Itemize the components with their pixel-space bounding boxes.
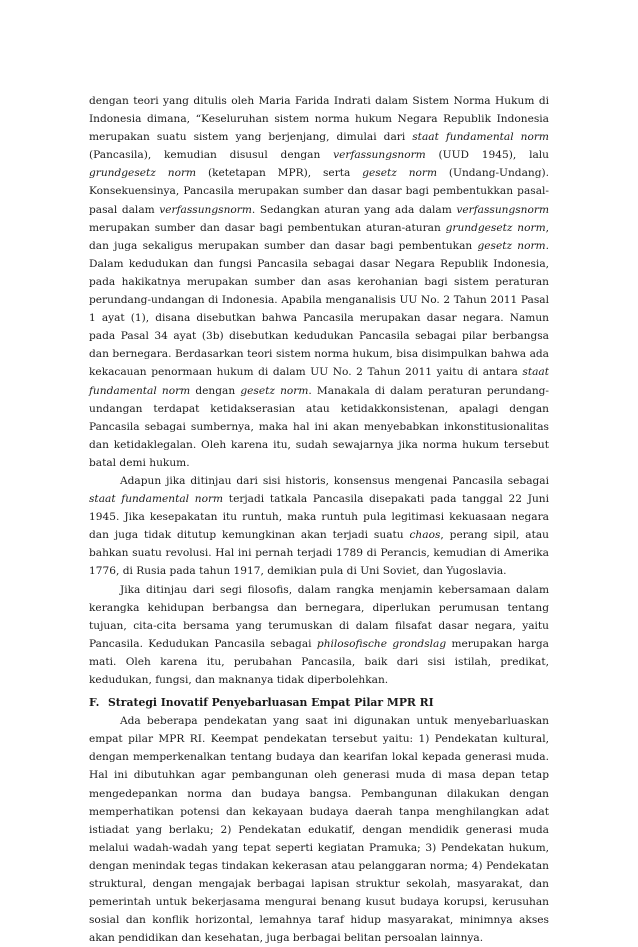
text-run: Ada beberapa pendekatan yang saat ini digunakan untuk menyebarluaskan empat pilar MPR RI. Keempat pendekatan tersebut yaitu: 1) Pendekatan kultural, dengan memperkenalkan tentang budaya dan kearifan lokal kepada generasi muda. Hal ini dibutuhkan agar pembangunan oleh generasi muda di masa depan tetap mengedepankan norma dan budaya bangsa. Pembangunan dilakukan dengan memperhatikan potensi dan kekayaan budaya daerah tanpa menghilangkan adat istiadat yang berlaku; 2) Pendekatan edukatif, dengan mendidik generasi muda melalui wadah-wadah yang tepat seperti kegiatan Pramuka; 3) Pendekatan hukum, dengan menindak tegas tindakan kekerasan atau pelanggaran norma; 4) Pendekatan struktural, dengan mengajak berbagai lapisan struktur sekolah, masyarakat, dan pemerintah untuk bekerjasama mengurai benang kusut budaya korupsi, kerusuhan sosial dan konflik horizontal, lemahnya taraf hidup masyarakat, minimnya akses akan pendidikan dan kesehatan, juga berbagai belitan persoalan lainnya. xyxy=(89,715,549,945)
text-run: , dan juga sekaligus merupakan sumber dan dasar bagi pembentukan xyxy=(89,221,549,252)
italic-term: verfassungsnorm xyxy=(456,203,549,216)
section-heading xyxy=(89,694,549,712)
paragraph-p4 xyxy=(89,712,549,947)
text-run: merupakan harga mati. Oleh karena itu, perubahan Pancasila, baik dari sisi istilah, predikat, kedudukan, fungsi, dan maknanya tidak diperbolehkan. xyxy=(89,637,549,686)
paragraph-p2 xyxy=(89,472,549,581)
text-run: . Sedangkan aturan yang ada dalam xyxy=(251,203,457,216)
section-marker: F. xyxy=(89,696,100,710)
text-run: . Manakala di dalam peraturan perundang-undangan terdapat ketidakserasian atau ketidakkonsistenan, apalagi dengan Pancasila sebagai sumbernya, maka hal ini akan menyebabkan inkonstitusionalitas dan ketidaklegalan. Oleh karena itu, sudah sewajarnya jika norma hukum tersebut batal demi hukum. xyxy=(89,384,550,469)
italic-term: verfassungsnorm xyxy=(159,203,252,216)
text-run: (UUD 1945), lalu xyxy=(425,149,549,162)
section-title: Strategi Inovatif Penyebarluasan Empat Pilar MPR RI xyxy=(108,696,434,710)
page-content xyxy=(89,92,549,947)
paragraph-p3 xyxy=(89,581,549,690)
italic-term: gesetz norm xyxy=(240,384,309,397)
italic-term: verfassungsnorm xyxy=(333,149,426,162)
text-run: Jika ditinjau dari segi filosofis, dalam rangka menjamin kebersamaan dalam kerangka kehidupan berbangsa dan bernegara, diperlukan perumusan tentang tujuan, cita-cita bersama yang terumuskan di dalam filsafat dasar negara, yaitu Pancasila. Kedudukan Pancasila sebagai xyxy=(89,583,549,650)
paragraph-p1 xyxy=(89,92,549,472)
text-run: , perang sipil, atau bahkan suatu revolusi. Hal ini pernah terjadi 1789 di Perancis, kemudian di Amerika 1776, di Rusia pada tahun 1917, demikian pula di Uni Soviet, dan Yugoslavia. xyxy=(89,529,549,578)
text-run: terjadi tatkala Pancasila disepakati pada tanggal 22 Juni 1945. Jika kesepakatan itu runtuh, maka runtuh pula legitimasi kekuasaan negara dan juga tidak ditutup kemungkinan akan terjadi suatu xyxy=(89,493,549,542)
italic-term: gesetz norm xyxy=(362,167,438,180)
text-run: (ketetapan MPR), serta xyxy=(196,167,363,180)
italic-term: staat fundamental norm xyxy=(89,493,224,506)
italic-term: chaos xyxy=(409,529,441,542)
text-run: dengan xyxy=(190,384,241,397)
body-text-section xyxy=(89,712,549,947)
text-run: dengan teori yang ditulis oleh Maria Farida Indrati dalam Sistem Norma Hukum di Indonesia dimana, “Keseluruhan sistem norma hukum Negara Republik Indonesia merupakan suatu sistem yang berjenjang, dimulai dari xyxy=(89,95,549,144)
italic-term: gesetz norm xyxy=(477,239,546,252)
italic-term: staat fundamental norm xyxy=(89,366,549,397)
italic-term: philosofische grondslag xyxy=(316,637,447,650)
italic-term: grundgesetz norm xyxy=(445,221,546,234)
italic-term: staat fundamental norm xyxy=(412,131,549,144)
text-run: merupakan sumber dan dasar bagi pembentukan aturan-aturan xyxy=(89,221,446,234)
text-run: . Dalam kedudukan dan fungsi Pancasila sebagai dasar Negara Republik Indonesia, pada hakikatnya merupakan sumber dan asas kerohanian bagi sistem peraturan perundang-undangan di Indonesia. Apabila menganalisis UU No. 2 Tahun 2011 Pasal 1 ayat (1), disana disebutkan bahwa Pancasila merupakan dasar negara. Namun pada Pasal 34 ayat (3b) disebutkan kedudukan Pancasila sebagai pilar berbangsa dan bernegara. Berdasarkan teori sistem norma hukum, bisa disimpulkan bahwa ada kekacauan penormaan hukum di dalam UU No. 2 Tahun 2011 yaitu di antara xyxy=(89,239,549,379)
text-run: (Pancasila), kemudian disusul dengan xyxy=(89,149,334,162)
text-run: Adapun jika ditinjau dari sisi historis, konsensus mengenai Pancasila sebagai xyxy=(120,474,549,487)
text-run: (Undang-Undang). Konsekuensinya, Pancasila merupakan sumber dan dasar bagi pembentukkan pasal-pasal dalam xyxy=(89,167,550,216)
body-text-before-section xyxy=(89,92,549,689)
italic-term: grundgesetz norm xyxy=(89,167,197,180)
